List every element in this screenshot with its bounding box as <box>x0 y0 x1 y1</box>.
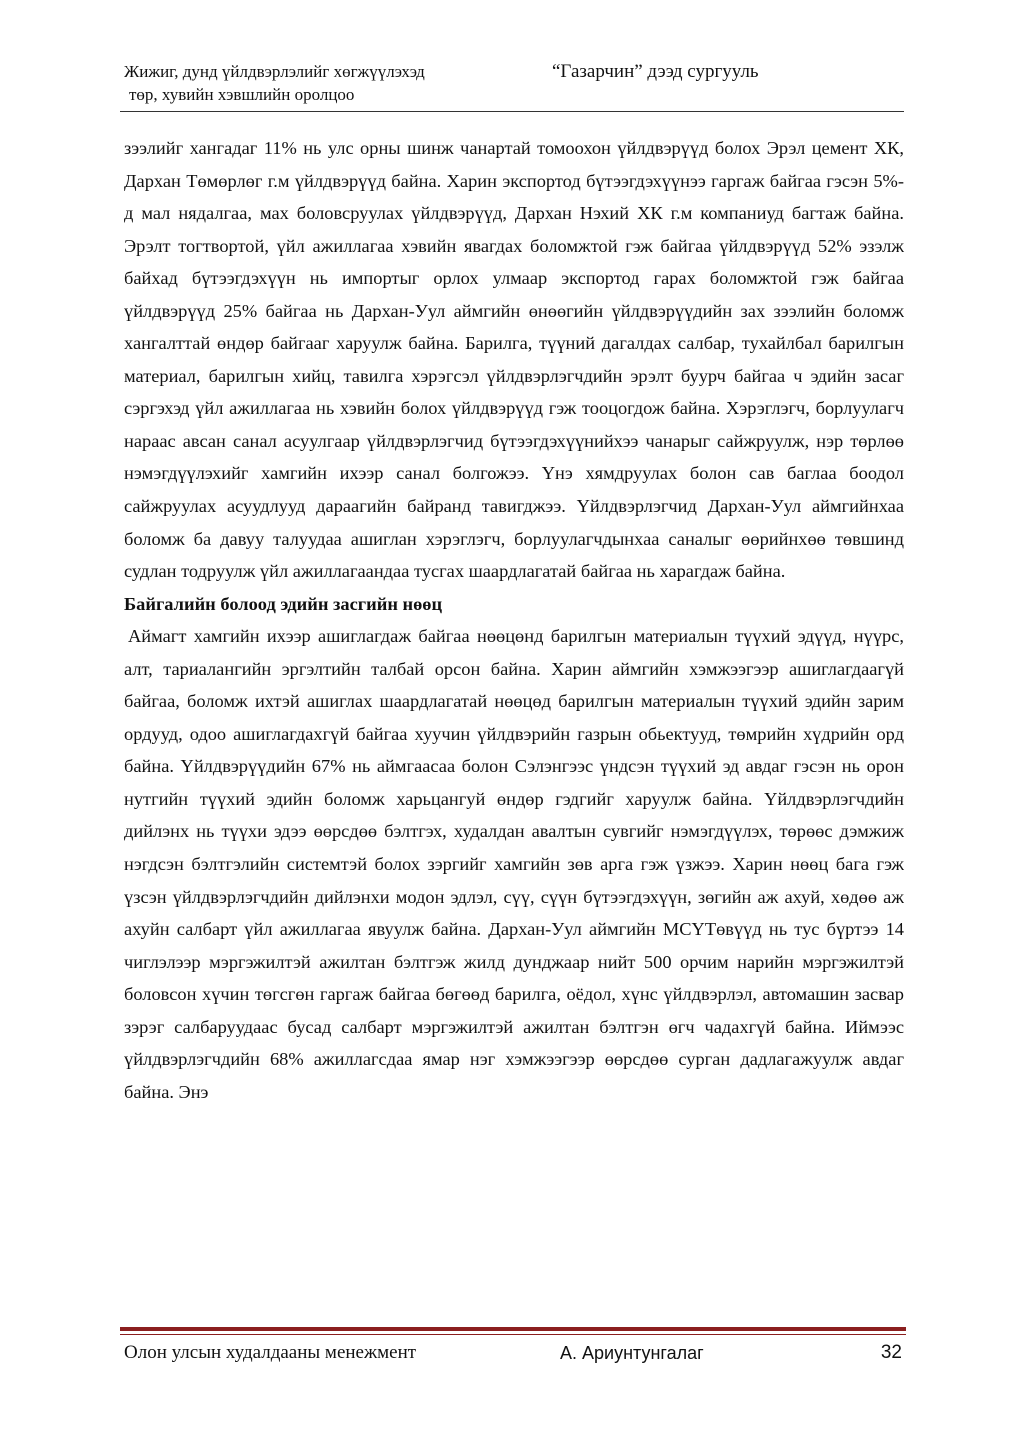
footer-divider-thin <box>120 1334 906 1335</box>
document-body <box>124 132 904 1108</box>
header-title <box>124 60 425 106</box>
header-divider <box>120 111 904 112</box>
header-title-line-1: Жижиг, дунд үйлдвэрлэлийг хөгжүүлэхэд <box>124 62 425 81</box>
page-number: 32 <box>880 1342 902 1363</box>
body-paragraph: зээлийг хангадаг 11% нь улс орны шинж чанартай томоохон үйлдвэрүүд болох Эрэл цемент ХК, Дархан Төмөрлөг г.м үйлдвэрүүд байна. Харин экспортод бүтээгдэхүүнээ гаргаж байгаа гэсэн 5%-д мал нядалгаа, мах боловсруулах үйлдвэрүүд, Дархан Нэхий ХК г.м компаниуд багтаж байна. Эрэлт тогтвортой, үйл ажиллагаа хэвийн явагдах боломжтой гэж байгаа үйлдвэрүүд 52% эзэлж байхад бүтээгдэхүүн нь импортыг орлох улмаар экспортод гарах боломжтой гэж байгаа үйлдвэрүүд 25% байгаа нь Дархан-Уул аймгийн өнөөгийн үйлдвэрүүдийн зах зээлийн боломж хангалттай өндөр байгааг харуулж байна. Барилга, түүний дагалдах салбар, тухайлбал барилгын материал, барилгын хийц, тавилга хэрэгсэл үйлдвэрлэгчдийн эрэлт буурч байгаа ч эдийн засаг сэргэхэд үйл ажиллагаа нь хэвийн болох үйлдвэрүүд гэж тооцогдож байна. Хэрэглэгч, борлуулагч нараас авсан санал асуулгаар үйлдвэрлэгчид бүтээгдэхүүнийхээ чанарыг сайжруулж, нэр төрлөө нэмэгдүүлэхийг хамгийн ихээр санал болгожээ. Үнэ хямдруулах болон сав баглаа боодол сайжруулах асуудлууд дараагийн байранд тавигджээ. Үйлдвэрлэгчид Дархан-Уул аймгийнхаа боломж ба давуу талуудаа ашиглан хэрэглэгч, борлуулагчдынхаа саналыг өөрийнхөө төвшинд судлан тодруулж үйл ажиллагаандаа тусгах шаардлагатай байгаа нь харагдаж байна. <box>124 138 904 582</box>
footer-divider-thick <box>120 1327 906 1331</box>
page-header <box>124 60 904 116</box>
page-footer <box>124 1340 904 1370</box>
footer-course-title: Олон улсын худалдааны менежмент <box>124 1342 417 1363</box>
footer-author: А. Ариунтунгалаг <box>560 1343 704 1363</box>
section-heading: Байгалийн болоод эдийн засгийн нөөц <box>124 593 443 614</box>
body-paragraph: Аймагт хамгийн ихээр ашиглагдаж байгаа нөөцөнд барилгын материалын түүхий эдүүд, нүүрс, алт, тариалангийн эргэлтийн талбай орсон байна. Харин аймгийн хэмжээгээр ашиглагдаагүй байгаа, боломж ихтэй ашиглах шаардлагатай нөөцөд барилгын материалын түүхий эдийн зарим ордууд, одоо ашиглагдахгүй байгаа хуучин үйлдвэрийн газрын обьектууд, төмрийн хүдрийн орд байна. Үйлдвэрүүдийн 67% нь аймгаасаа болон Сэлэнгээс үндсэн түүхий эд авдаг гэсэн нь орон нутгийн түүхий эдийн боломж харьцангуй өндөр гэдгийг харуулж байна. Үйлдвэрлэгчдийн дийлэнх нь түүхи эдээ өөрсдөө бэлтгэх, худалдан авалтын сувгийг нэмэгдүүлэх, төрөөс дэмжиж нэгдсэн бэлтгэлийн системтэй болох зэргийг хамгийн зөв арга гэж үзжээ. Харин нөөц бага гэж үзсэн үйлдвэрлэгчдийн дийлэнхи модон эдлэл, сүү, сүүн бүтээгдэхүүн, зөгийн аж ахуй, хөдөө аж ахуйн салбарт үйл ажиллагаа явуулж байна. Дархан-Уул аймгийн МСҮТөвүүд нь тус бүртээ 14 чиглэлээр мэргэжилтэй ажилтан бэлтгэж жилд дунджаар нийт 500 орчим нарийн мэргэжилтэй боловсон хүчин төгсгөн гаргаж байгаа бөгөөд барилга, оёдол, хүнс үйлдвэрлэл, автомашин засвар зэрэг салбаруудаас бусад салбарт мэргэжилтэй ажилтан бэлтгэн өгч чадахгүй байна. Иймээс үйлдвэрлэгчдийн 68% ажиллагсдаа ямар нэг хэмжээгээр өөрсдөө сурган дадлагажуулж авдаг байна. Энэ <box>124 626 904 1102</box>
header-institution: “Газарчин” дээд сургууль <box>552 61 759 82</box>
header-title-line-2: төр, хувийн хэвшлийн оролцоо <box>129 85 355 104</box>
